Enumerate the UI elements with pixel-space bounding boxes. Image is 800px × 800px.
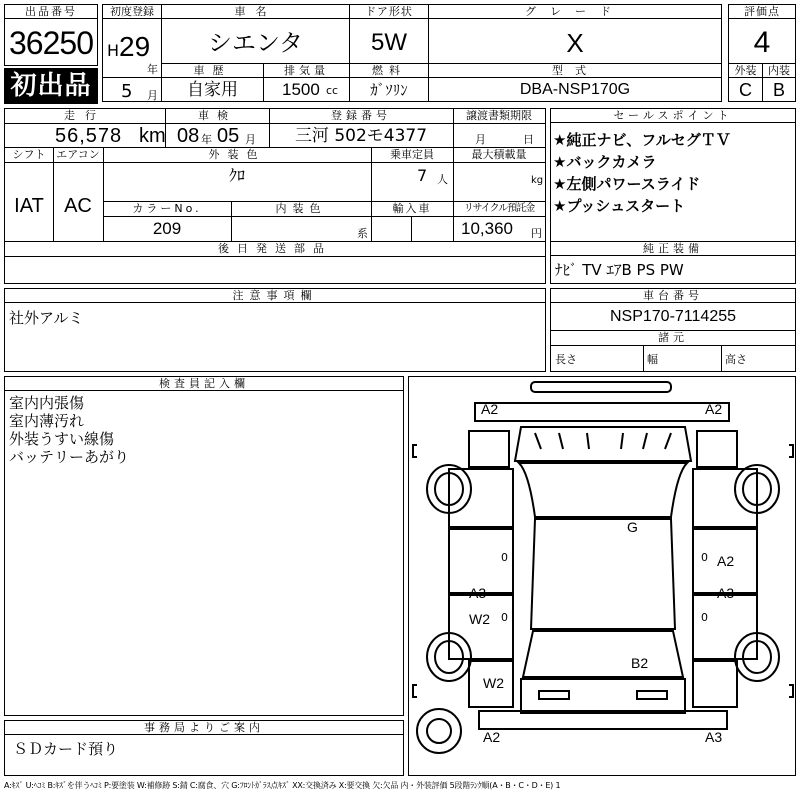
- car-name: シエンタ: [207, 29, 304, 57]
- inspector-line-2: 室内薄汚れ: [9, 412, 85, 430]
- genuine-equipment-box: [550, 241, 796, 284]
- mileage-unit: km: [139, 125, 166, 147]
- sales-point-3: ★左側パワースライド: [553, 175, 701, 193]
- car-name-label: 車名: [162, 5, 349, 19]
- model-label: 型式: [429, 64, 721, 78]
- displacement-unit: cc: [326, 84, 339, 97]
- capacity-label: 乗車定員: [390, 148, 434, 161]
- vehicle-details: [4, 108, 546, 284]
- inspector-line-1: 室内内張傷: [9, 394, 85, 412]
- office-info-label: 事務局よりご案内: [5, 721, 403, 735]
- damage-mark-rear-gate: B2: [631, 655, 649, 671]
- color-label: 外装色: [208, 148, 266, 161]
- office-info-box: [4, 720, 404, 776]
- spec-length: 長さ: [555, 353, 577, 366]
- transfer-day-unit: 日: [523, 133, 534, 146]
- history-box: [161, 63, 264, 102]
- fuel: ｶﾞｿﾘﾝ: [370, 81, 408, 99]
- displacement-box: [263, 63, 350, 102]
- model: DBA-NSP170G: [519, 81, 631, 98]
- first-registration-box: [102, 4, 162, 102]
- int-grade-label: 内装: [763, 64, 795, 78]
- first-listing-badge: 初出品: [4, 68, 98, 104]
- grade-box: [428, 4, 722, 64]
- capacity-unit: 人: [437, 173, 448, 186]
- car-name-box: [161, 4, 350, 64]
- genuine-equipment: ﾅﾋﾞ TV ｴｱB PS PW: [555, 261, 684, 279]
- chassis-box: [550, 288, 796, 372]
- damage-mark-front-left: A2: [481, 401, 499, 417]
- score: 4: [753, 26, 771, 59]
- damage-diagram: [408, 376, 796, 776]
- shift: IAT: [14, 195, 44, 217]
- notes: 社外アルミ: [9, 309, 84, 327]
- damage-mark-left-rear-fender: W2: [483, 675, 504, 691]
- shift-label: シフト: [12, 148, 46, 161]
- inspection-month: 05: [217, 125, 240, 147]
- mileage: 56,578: [55, 125, 123, 147]
- notes-label: 注意事項欄: [5, 289, 545, 303]
- sales-point-2: ★バックカメラ: [553, 153, 657, 171]
- displacement-label: 排気量: [264, 64, 349, 78]
- spec-width: 幅: [647, 353, 658, 366]
- capacity: 7: [417, 166, 428, 185]
- zero-mark-right: 0: [701, 551, 708, 564]
- grade: X: [566, 28, 584, 58]
- damage-mark-left-rear: A3: [469, 585, 487, 601]
- damage-mark-roof: G: [627, 519, 638, 535]
- first-registration-label: 初度登録: [103, 5, 161, 19]
- ac: AC: [64, 195, 92, 217]
- inspection-year: 08: [177, 125, 200, 147]
- inspection-month-unit: 月: [245, 133, 256, 146]
- history: 自家用: [187, 80, 238, 100]
- spec-height: 高さ: [725, 353, 747, 366]
- damage-mark-rear-bumper-right: A3: [705, 729, 723, 745]
- score-box: [728, 4, 796, 64]
- zero-mark-right-rear: 0: [701, 611, 708, 624]
- damage-mark-rear-bumper-left: A2: [483, 729, 501, 745]
- genuine-equipment-label: 純正装備: [551, 242, 795, 256]
- grade-label: グレード: [429, 5, 721, 19]
- sales-points-label: セールスポイント: [551, 109, 795, 123]
- score-label: 評価点: [729, 5, 795, 19]
- history-label: 車歴: [162, 64, 263, 78]
- lot-number: 36250: [9, 25, 93, 61]
- ac-label: エアコン: [56, 148, 100, 161]
- zero-mark-left-rear: 0: [501, 611, 508, 624]
- first-reg-month: 5: [121, 81, 133, 102]
- lot-number-label: 出品番号: [5, 5, 97, 19]
- sales-point-4: ★プッシュスタート: [553, 197, 686, 215]
- spec-label: 諸元: [658, 331, 688, 344]
- first-reg-year: 29: [119, 31, 151, 62]
- damage-mark-right-door: A2: [717, 553, 735, 569]
- era-letter: H: [107, 41, 120, 60]
- inspector-line-3: 外装うすい線傷: [9, 430, 115, 448]
- chassis-number: NSP170-7114255: [609, 308, 737, 325]
- damage-mark-left-quarter: W2: [469, 611, 490, 627]
- recycle-unit: 円: [531, 227, 542, 240]
- chassis-label: 車台番号: [551, 289, 795, 303]
- fuel-label: 燃料: [350, 64, 428, 78]
- door-box: [349, 4, 429, 64]
- interior-color-label: 内装色: [275, 202, 327, 215]
- ext-grade-label: 外装: [729, 64, 762, 78]
- sales-points-box: [550, 108, 796, 242]
- plate-number: 三河 502モ4377: [294, 126, 428, 146]
- zero-mark-left: 0: [501, 551, 508, 564]
- load-label: 最大積載量: [471, 148, 527, 161]
- int-grade-box: [762, 63, 796, 102]
- recycle-fee: 10,360: [461, 219, 513, 238]
- exterior-color: ｸﾛ: [228, 166, 245, 185]
- damage-legend: A:ｷｽﾞ U:ﾍｺﾐ B:ｷｽﾞを伴うﾍｺﾐ P:要塗装 W:補修跡 S:錆 C:腐食、穴 G:ﾌﾛﾝﾄｶﾞﾗｽ点ｷｽﾞ XX:交換済み X:要交換 欠:欠品 内・外装評価 5段階ﾗﾝｸ順(A・B・C・D・E) 1: [4, 781, 561, 790]
- displacement: 1500: [282, 80, 320, 99]
- plate-label: 登録番号: [331, 109, 391, 122]
- int-grade: B: [772, 80, 785, 100]
- interior-color-unit: 系: [357, 227, 368, 240]
- color-number: 209: [152, 219, 182, 238]
- transfer-label: 譲渡書類期限: [466, 109, 532, 122]
- sales-point-1: ★純正ナビ、フルセグＴＶ: [553, 131, 731, 149]
- mileage-label: 走行: [64, 109, 106, 122]
- later-parts-label: 後日発送部品: [218, 242, 332, 255]
- inspector-line-4: バッテリーあがり: [9, 448, 130, 466]
- office-info: ＳＤカード預り: [13, 740, 119, 758]
- door-type: 5W: [371, 29, 407, 56]
- model-box: [428, 63, 722, 102]
- ext-grade: C: [739, 80, 752, 100]
- inspection-label: 車検: [198, 109, 236, 122]
- damage-mark-front-right: A2: [705, 401, 723, 417]
- door-label: ドア形状: [350, 5, 428, 19]
- inspector-notes-label: 検査員記入欄: [5, 377, 403, 391]
- inspection-year-unit: 年: [201, 133, 212, 146]
- fuel-box: [349, 63, 429, 102]
- ext-grade-box: [728, 63, 763, 102]
- month-unit: 月: [147, 89, 158, 102]
- year-unit: 年: [147, 63, 158, 76]
- load-unit: kg: [531, 175, 544, 186]
- color-no-label: カラーNo.: [132, 202, 202, 215]
- inspector-notes-box: [4, 376, 404, 716]
- recycle-label: リサイクル預託金: [463, 203, 535, 214]
- car-outline-diagram: [409, 377, 796, 776]
- transfer-month-unit: 月: [475, 133, 486, 146]
- import-label: 輸入車: [392, 202, 432, 215]
- notes-box: [4, 288, 546, 372]
- damage-mark-right-rear: A3: [717, 585, 735, 601]
